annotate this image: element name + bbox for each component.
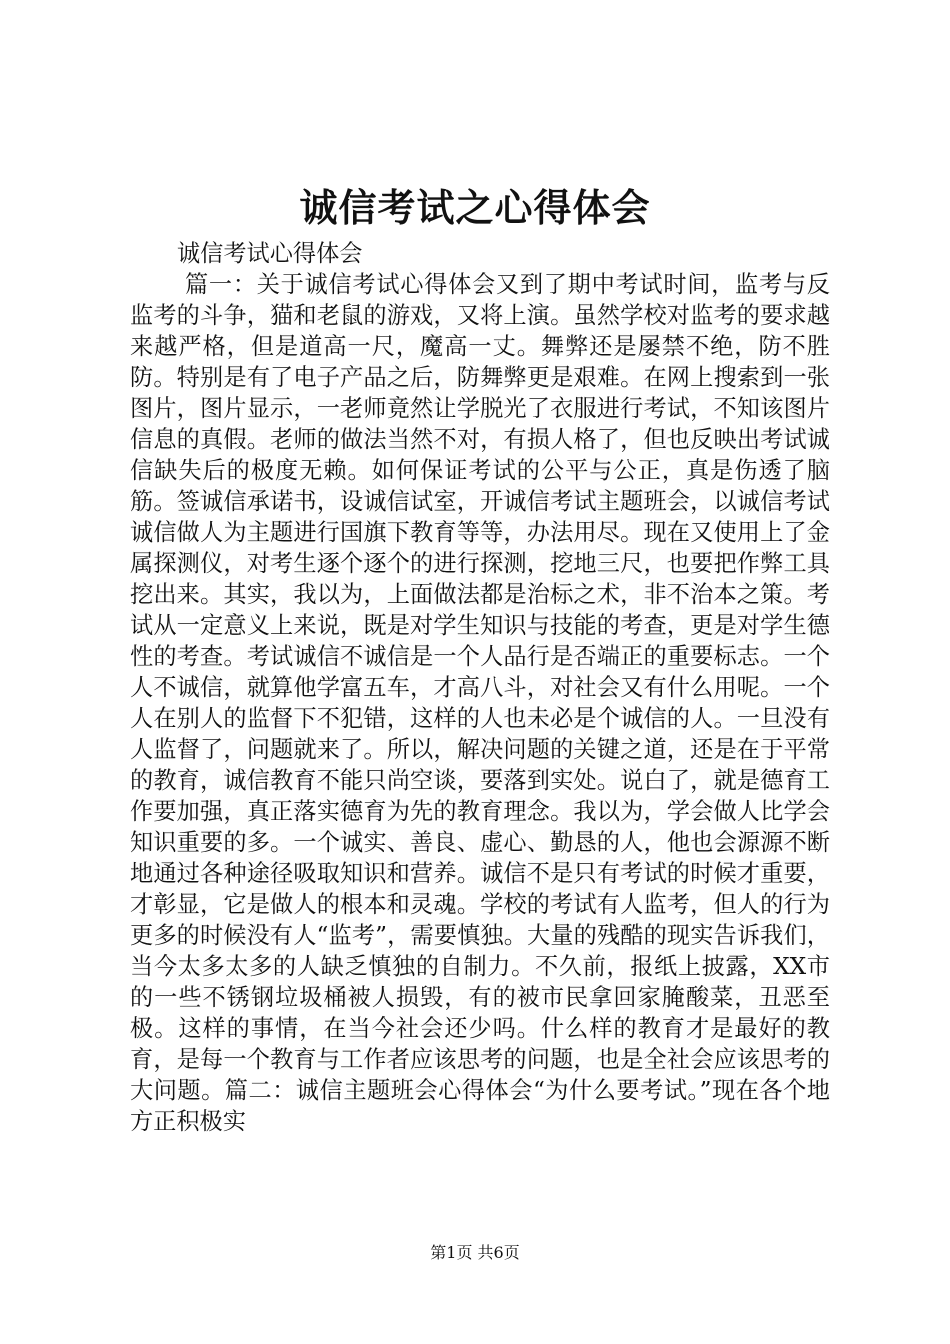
document-body	[130, 238, 830, 1137]
body-paragraph: 篇一：关于诚信考试心得体会又到了期中考试时间，监考与反监考的斗争，猫和老鼠的游戏，又将上演。虽然学校对监考的要求越来越严格，但是道高一尺，魔高一丈。舞弊还是屡禁不绝，防不胜防。特别是有了电子产品之后，防舞弊更是艰难。在网上搜索到一张图片，图片显示，一老师竟然让学脱光了衣服进行考试，不知该图片信息的真假。老师的做法当然不对，有损人格了，但也反映出考试诚信缺失后的极度无赖。如何保证考试的公平与公正，真是伤透了脑筋。签诚信承诺书，设诚信试室，开诚信考试主题班会，以诚信考试诚信做人为主题进行国旗下教育等等，办法用尽。现在又使用上了金属探测仪，对考生逐个逐个的进行探测，挖地三尺，也要把作弊工具挖出来。其实，我以为，上面做法都是治标之术，非不治本之策。考试从一定意义上来说，既是对学生知识与技能的考查，更是对学生德性的考查。考试诚信不诚信是一个人品行是否端正的重要标志。一个人不诚信，就算他学富五车，才高八斗，对社会又有什么用呢。一个人在别人的监督下不犯错，这样的人也未必是个诚信的人。一旦没有人监督了，问题就来了。所以，解决问题的关键之道，还是在于平常的教育，诚信教育不能只尚空谈，要落到实处。说白了，就是德育工作要加强，真正落实德育为先的教育理念。我以为，学会做人比学会知识重要的多。一个诚实、善良、虚心、勤恳的人，他也会源源不断地通过各种途径吸取知识和营养。诚信不是只有考试的时候才重要，才彰显，它是做人的根本和灵魂。学校的考试有人监考，但人的行为更多的时候没有人“监考”，需要慎独。大量的残酷的现实告诉我们，当今太多太多的人缺乏慎独的自制力。不久前，报纸上披露，XX市的一些不锈钢垃圾桶被人损毁，有的被市民拿回家腌酸菜，丑恶至极。这样的事情，在当今社会还少吗。什么样的教育才是最好的教育，是每一个教育与工作者应该思考的问题，也是全社会应该思考的大问题。篇二：诚信主题班会心得体会“为什么要考试。”现在各个地方正积极实	[130, 271, 830, 1135]
page-footer: 第1页 共6页	[430, 1243, 520, 1262]
document-title: 诚信考试之心得体会	[299, 185, 651, 230]
document-subtitle: 诚信考试心得体会	[177, 240, 363, 267]
